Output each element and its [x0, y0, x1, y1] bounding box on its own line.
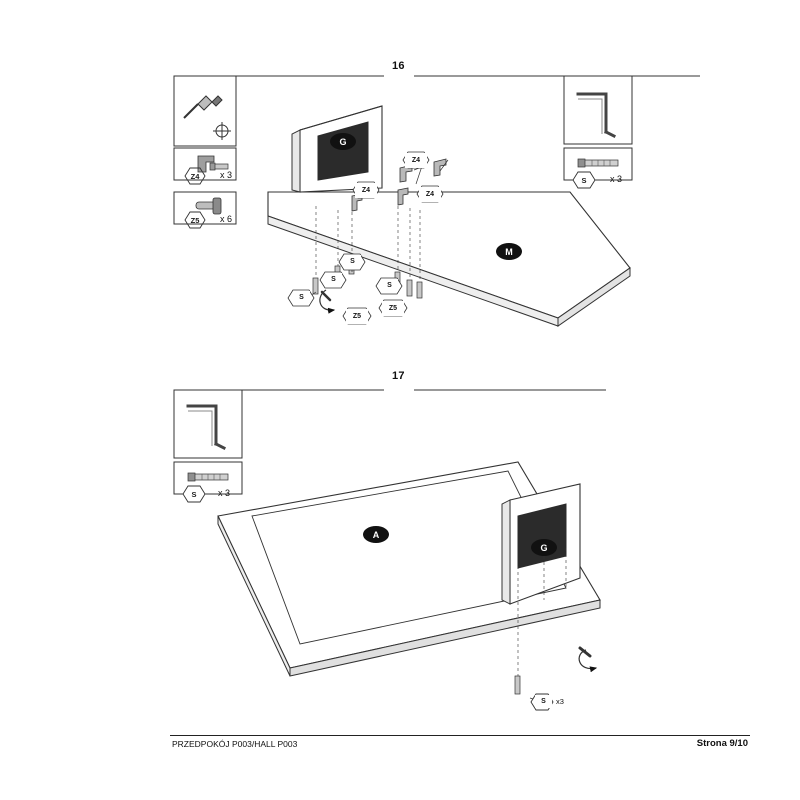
footer-divider — [170, 735, 750, 736]
callout-s-step17-count: x3 — [556, 697, 564, 706]
callout-s-1: S — [293, 291, 310, 304]
callout-z5-1: Z5 — [346, 309, 368, 324]
hardware-count-s-right: x 3 — [610, 174, 623, 184]
callout-z4-1: Z4 — [405, 153, 427, 168]
hardware-count-s-step17: x 3 — [218, 488, 231, 498]
hardware-count-z4: x 3 — [220, 170, 233, 180]
hardware-count-z5: x 6 — [220, 214, 233, 224]
callout-s-4: S — [381, 279, 398, 292]
hardware-code-z5: Z5 — [190, 216, 200, 225]
hardware-code-z4: Z4 — [190, 172, 200, 181]
hardware-code-s-right: S — [581, 176, 587, 185]
part-badge-a-step17: A — [363, 526, 389, 543]
document-title: PRZEDPOKÓJ P003/HALL P003 — [172, 739, 298, 749]
callout-z4-2: Z4 — [419, 187, 441, 202]
callout-s-2: S — [325, 273, 342, 286]
part-badge-g-step17: G — [531, 539, 557, 556]
callout-z4-3: Z4 — [355, 183, 377, 198]
page-footer — [170, 735, 750, 755]
part-badge-g-step16: G — [330, 133, 356, 150]
part-badge-m-step16: M — [496, 243, 522, 260]
hardware-code-s-step17: S — [191, 490, 197, 499]
callout-z5-2: Z5 — [382, 301, 404, 316]
page-number: Strona 9/10 — [696, 738, 748, 749]
step-number-16: 16 — [392, 60, 405, 72]
step-number-17: 17 — [392, 370, 405, 382]
callout-s-step17: S — [535, 695, 552, 708]
callout-s-3: S — [344, 255, 361, 268]
